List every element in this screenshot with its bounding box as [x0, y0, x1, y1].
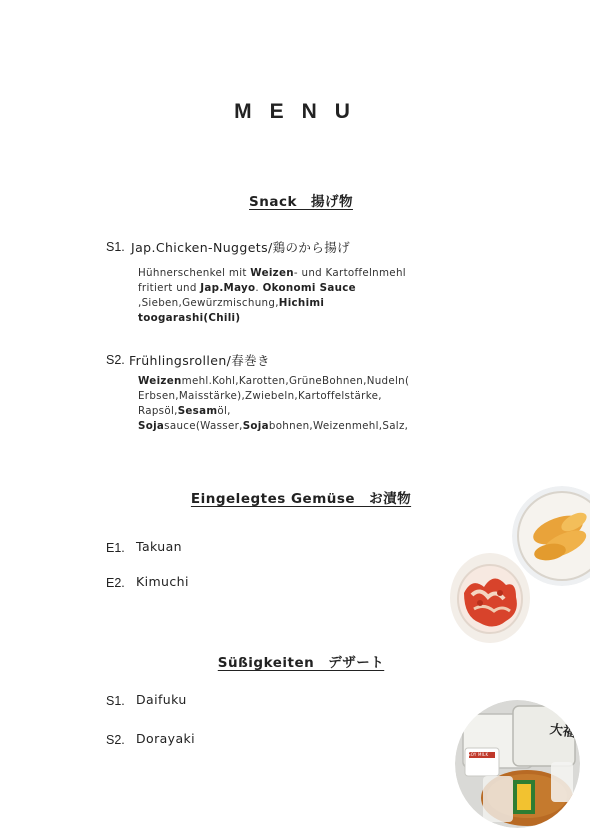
description-text: - und Kartoffelnmehl — [293, 267, 406, 279]
description-text: Rapsöl, — [138, 405, 178, 417]
allergen-highlight: Weizen — [250, 267, 294, 279]
item-name: Dorayaki — [136, 731, 196, 746]
item-name: Daifuku — [136, 692, 187, 707]
description-text: Hühnerschenkel mit — [138, 267, 251, 279]
description-text: ,Sieben,Gewürzmischung, — [138, 297, 279, 309]
item-name: Frühlingsrollen/春巻き — [129, 353, 270, 368]
allergen-highlight: Weizen — [138, 375, 182, 387]
allergen-highlight: Jap.Mayo — [200, 282, 256, 294]
section-heading-pickles: Eingelegtes Gemüse お漬物 — [190, 491, 412, 507]
description-line — [138, 389, 409, 404]
item-name: Jap.Chicken-Nuggets/鶏のから揚げ — [131, 240, 351, 255]
item-code: S2. — [106, 733, 125, 747]
item-code: S2. — [106, 353, 125, 367]
allergen-highlight: Hichimi — [278, 297, 325, 309]
menu-title: MENU — [234, 100, 368, 123]
description-text: mehl.Kohl,Karotten,GrüneBohnen,Nudeln( — [181, 375, 410, 387]
description-text: . — [255, 282, 263, 294]
section-heading-sweets: Süßigkeiten デザート — [217, 655, 385, 671]
item-code: S1. — [106, 240, 125, 254]
item-code: E2. — [106, 576, 125, 590]
item-code: E1. — [106, 541, 125, 555]
description-line — [138, 281, 406, 296]
kimchi-photo — [450, 553, 530, 643]
description-text: bohnen,Weizenmehl,Salz, — [268, 420, 409, 432]
item-name: Kimuchi — [136, 574, 189, 589]
allergen-highlight: Okonomi Sauce — [262, 282, 356, 294]
allergen-highlight: Soja — [138, 420, 165, 432]
item-code: S1. — [106, 694, 125, 708]
section-heading-snack: Snack 揚げ物 — [249, 194, 353, 210]
item-description — [138, 266, 406, 326]
sweets-photo — [455, 700, 580, 828]
description-text: fritiert und — [138, 282, 201, 294]
description-line — [138, 374, 409, 389]
description-text: öl, — [217, 405, 231, 417]
description-line — [138, 404, 409, 419]
description-text: Erbsen,Maisstärke),Zwiebeln,Kartoffelstärke, — [138, 390, 382, 402]
description-line — [138, 419, 409, 434]
daifuku-label: 大福 — [548, 722, 577, 741]
allergen-highlight: Sesam — [177, 405, 218, 417]
allergen-highlight: toogarashi(Chili) — [138, 312, 241, 324]
description-text: sauce(Wasser, — [164, 420, 243, 432]
description-line — [138, 296, 406, 311]
allergen-highlight: Soja — [242, 420, 269, 432]
item-name: Takuan — [136, 539, 182, 554]
item-description — [138, 374, 409, 434]
description-line — [138, 311, 406, 326]
description-line — [138, 266, 406, 281]
brand-label: SOY MILK — [468, 752, 489, 757]
